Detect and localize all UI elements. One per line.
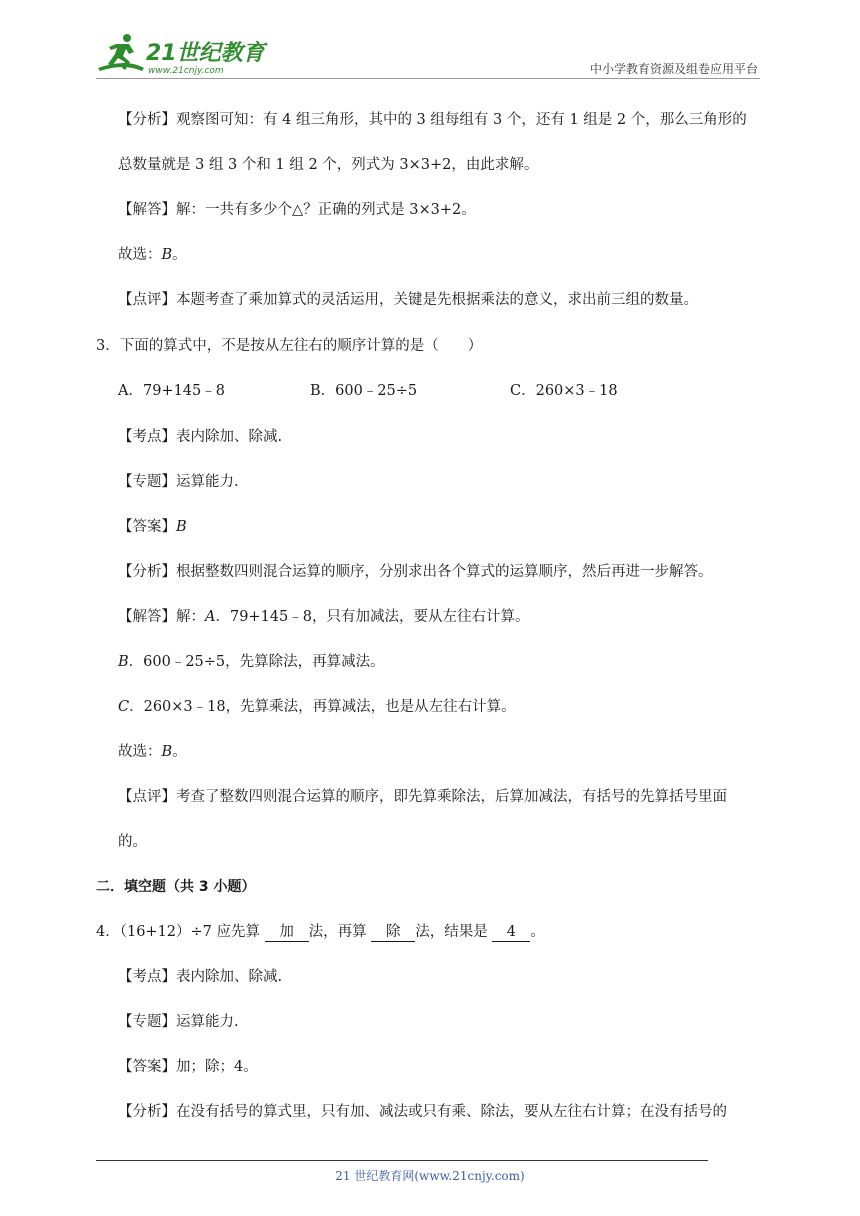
footer-text[interactable]: 21 世纪教育网(www.21cnjy.com) xyxy=(335,1169,525,1183)
q4-topic xyxy=(118,1012,239,1032)
answer-text: B xyxy=(176,519,187,535)
q4-stem-part4: 。 xyxy=(530,924,545,940)
point-label: 【考点】 xyxy=(118,429,176,445)
solution-label: 【解答】 xyxy=(118,609,176,625)
choose-answer: B xyxy=(161,744,173,760)
q4-blank-3: 4 xyxy=(492,923,530,942)
q2-solution xyxy=(118,200,476,220)
section-title: 二．填空题（共 3 小题） xyxy=(96,879,256,895)
choose-prefix: 故选： xyxy=(118,247,162,263)
q2-analysis-line2: 总数量就是 3 组 3 个和 1 组 2 个，列式为 3×3+2，由此求解。 xyxy=(118,157,539,173)
q3-option-c: C．260×3﹣18 xyxy=(510,383,618,399)
analysis-label: 【分析】 xyxy=(118,112,176,128)
solution-b-text: ．600﹣25÷5，先算除法，再算减法。 xyxy=(128,654,385,670)
choose-suffix: 。 xyxy=(172,744,187,760)
analysis-text: 在没有括号的算式里，只有加、减法或只有乘、除法，要从左往右计算；在没有括号的 xyxy=(176,1104,727,1120)
q2-analysis-line1 xyxy=(118,110,747,130)
q2-choose xyxy=(118,245,187,265)
q3-choose xyxy=(118,742,187,762)
runner-icon xyxy=(98,34,144,71)
logo-text: 21世纪教育 xyxy=(146,41,265,66)
solution-text: 解：一共有多少个△？正确的列式是 3×3+2。 xyxy=(176,202,476,218)
logo-url: www.21cnjy.com xyxy=(148,66,224,76)
analysis-label: 【分析】 xyxy=(118,1104,176,1120)
topic-text: 运算能力. xyxy=(176,474,239,490)
answer-label: 【答案】 xyxy=(118,1059,176,1075)
choose-prefix: 故选： xyxy=(118,744,162,760)
analysis-text: 观察图可知：有 4 组三角形，其中的 3 组每组有 3 个，还有 1 组是 2 个，那么三角形的 xyxy=(176,112,747,128)
solution-c-text: ．260×3﹣18，先算乘法，再算减法，也是从左往右计算。 xyxy=(129,699,516,715)
point-text: 表内除加、除减. xyxy=(176,969,283,985)
topic-label: 【专题】 xyxy=(118,474,176,490)
q3-solution-a xyxy=(118,607,529,627)
topic-label: 【专题】 xyxy=(118,1014,176,1030)
choose-suffix: 。 xyxy=(172,247,187,263)
q3-option-a: A．79+145﹣8 xyxy=(118,383,225,399)
solution-a-text: ．79+145﹣8，只有加减法，要从左往右计算。 xyxy=(215,609,530,625)
solution-label: 【解答】 xyxy=(118,202,176,218)
solution-b-letter: B xyxy=(118,654,129,670)
solution-c-letter: C xyxy=(118,699,130,715)
q4-stem-part3: 法，结果是 xyxy=(415,924,488,940)
q3-analysis xyxy=(118,562,713,582)
footer-divider xyxy=(96,1160,708,1161)
q3-comment-line2: 的。 xyxy=(118,834,147,850)
logo xyxy=(96,30,271,76)
q3-comment-line1 xyxy=(118,787,727,807)
page-header xyxy=(96,30,760,78)
answer-text: 加；除；4。 xyxy=(176,1059,258,1075)
q4-stem-part2: 法，再算 xyxy=(308,924,367,940)
comment-label: 【点评】 xyxy=(118,292,176,308)
topic-text: 运算能力. xyxy=(176,1014,239,1030)
q4-answer xyxy=(118,1057,258,1077)
q3-option-b: B．600﹣25÷5 xyxy=(310,383,418,399)
solution-a-letter: A xyxy=(205,609,216,625)
comment-text: 本题考查了乘加算式的灵活运用，关键是先根据乘法的意义，求出前三组的数量。 xyxy=(176,292,698,308)
point-text: 表内除加、除减. xyxy=(176,429,283,445)
q3-solution-b xyxy=(118,652,385,672)
q3-topic xyxy=(118,472,239,492)
choose-answer: B xyxy=(161,247,173,263)
comment-text: 考查了整数四则混合运算的顺序，即先算乘除法，后算加减法，有括号的先算括号里面 xyxy=(176,789,727,805)
q4-analysis xyxy=(118,1102,727,1122)
comment-label: 【点评】 xyxy=(118,789,176,805)
q3-point xyxy=(118,427,282,447)
header-divider xyxy=(96,78,760,79)
q4-point xyxy=(118,967,282,987)
point-label: 【考点】 xyxy=(118,969,176,985)
answer-label: 【答案】 xyxy=(118,519,176,535)
q4-blank-1: 加 xyxy=(265,923,309,942)
analysis-text: 根据整数四则混合运算的顺序，分别求出各个算式的运算顺序，然后再进一步解答。 xyxy=(176,564,713,580)
analysis-label: 【分析】 xyxy=(118,564,176,580)
q3-stem: 3．下面的算式中，不是按从左往右的顺序计算的是（ ） xyxy=(96,338,483,354)
q3-answer xyxy=(118,517,187,537)
solution-prefix: 解： xyxy=(176,609,205,625)
q3-solution-c xyxy=(118,697,516,717)
q4-stem xyxy=(96,922,545,942)
q2-comment xyxy=(118,290,698,310)
q4-blank-2: 除 xyxy=(371,923,415,942)
platform-name: 中小学教育资源及组卷应用平台 xyxy=(589,62,758,76)
q4-stem-part1: 4．（16+12）÷7 应先算 xyxy=(96,924,261,940)
